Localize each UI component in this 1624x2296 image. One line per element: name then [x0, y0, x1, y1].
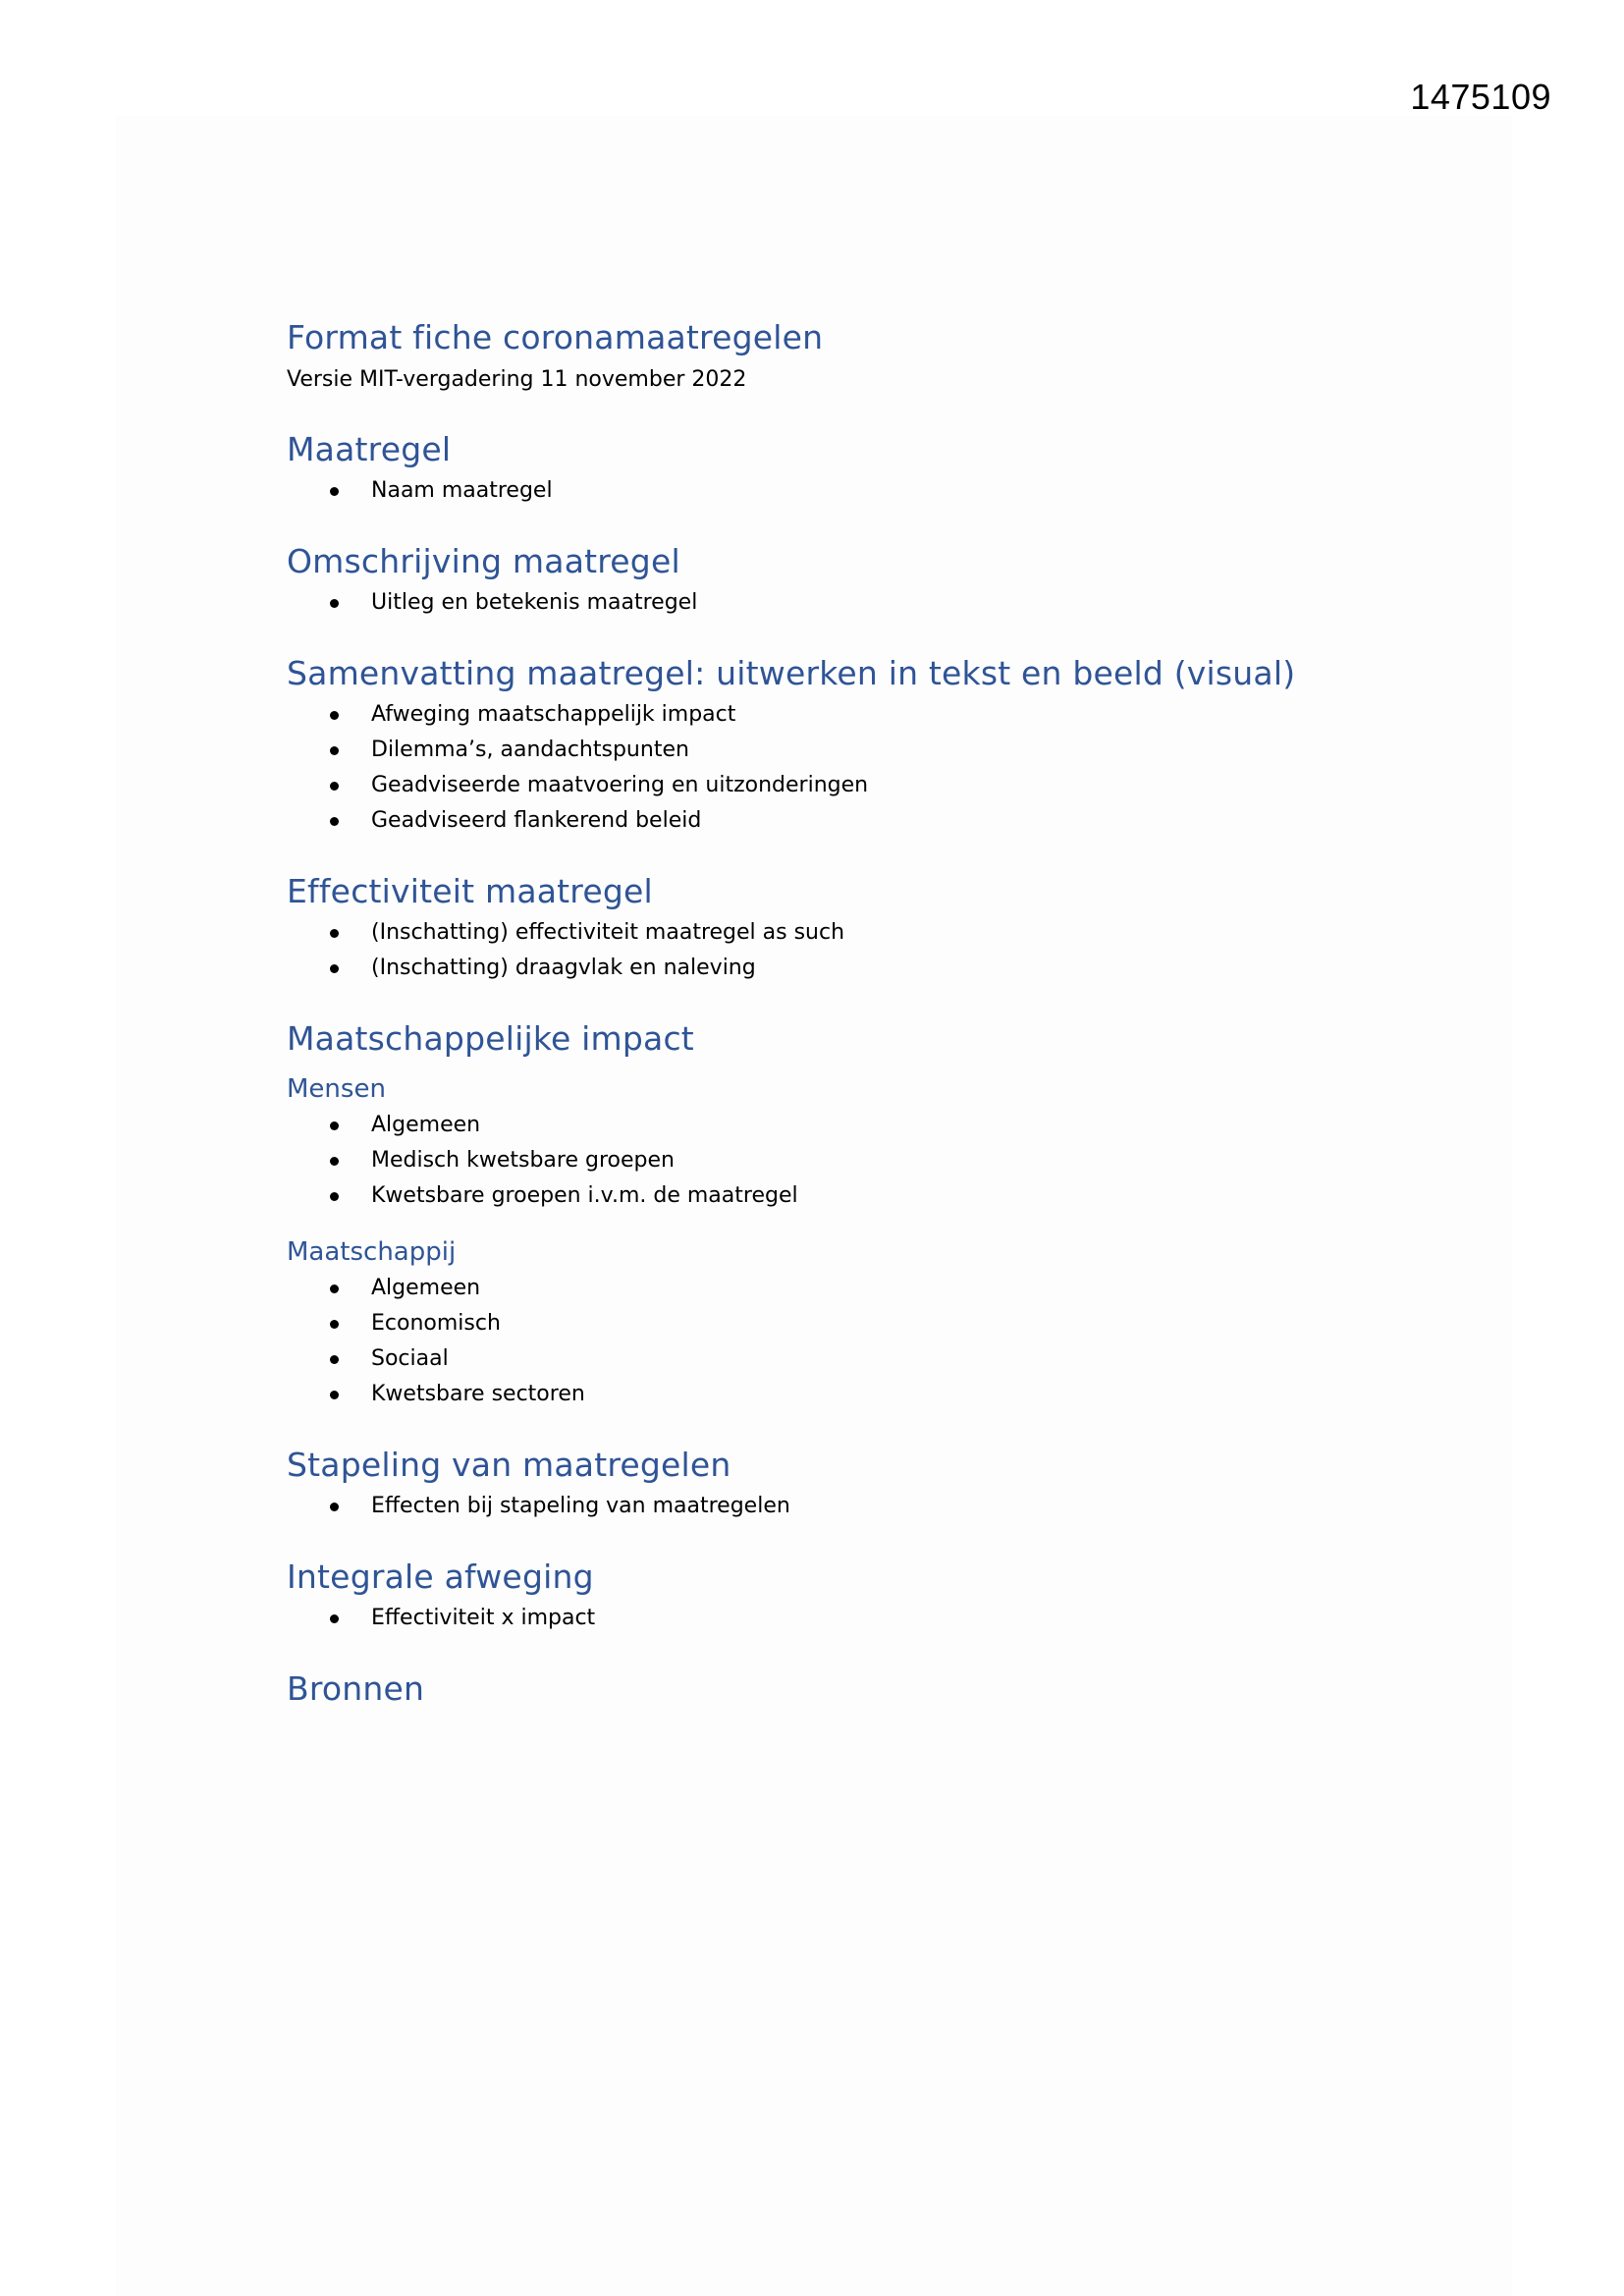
heading-integrale: Integrale afweging: [287, 1558, 594, 1596]
document-number: 1475109: [1410, 77, 1551, 117]
list-item-text: Sociaal: [371, 1346, 449, 1371]
list-stapeling: [287, 1489, 1465, 1524]
list-item-text: Economisch: [371, 1311, 501, 1336]
heading-bronnen: Bronnen: [287, 1669, 425, 1708]
heading-omschrijving: Omschrijving maatregel: [287, 542, 680, 580]
heading-samenvatting: Samenvatting maatregel: uitwerken in tekst en beeld (visual): [287, 654, 1296, 692]
bullet-icon: [330, 1320, 339, 1329]
list-item-text: Uitleg en betekenis maatregel: [371, 590, 698, 615]
list-item: [287, 803, 1465, 839]
list-effectiviteit: [287, 915, 1465, 986]
list-item: [287, 733, 1465, 768]
list-item: [287, 1306, 1465, 1341]
list-item-text: Dilemma’s, aandachtspunten: [371, 738, 689, 762]
list-item: [287, 1601, 1465, 1636]
bullet-icon: [330, 487, 339, 496]
list-item-text: Afweging maatschappelijk impact: [371, 702, 736, 727]
list-item-text: Geadviseerde maatvoering en uitzonderingen: [371, 773, 869, 797]
list-item-text: Geadviseerd flankerend beleid: [371, 808, 702, 833]
bullet-icon: [330, 599, 339, 608]
subheading-maatschappij: Maatschappij: [287, 1237, 457, 1267]
list-item-text: (Inschatting) draagvlak en naleving: [371, 956, 756, 980]
bullet-icon: [330, 1355, 339, 1364]
list-integrale: [287, 1601, 1465, 1636]
list-omschrijving: [287, 585, 1465, 621]
bullet-icon: [330, 746, 339, 755]
list-item: [287, 697, 1465, 733]
list-item-text: Algemeen: [371, 1113, 481, 1137]
bullet-icon: [330, 817, 339, 826]
list-item-text: Kwetsbare groepen i.v.m. de maatregel: [371, 1183, 798, 1208]
list-samenvatting: [287, 697, 1465, 839]
list-item-text: Medisch kwetsbare groepen: [371, 1148, 675, 1173]
list-item: [287, 1377, 1465, 1412]
bullet-icon: [330, 964, 339, 973]
list-item: [287, 1178, 1465, 1214]
heading-effectiviteit: Effectiviteit maatregel: [287, 872, 653, 910]
list-item: [287, 1108, 1465, 1143]
list-item: [287, 951, 1465, 986]
bullet-icon: [330, 1391, 339, 1399]
bullet-icon: [330, 1157, 339, 1166]
list-item: [287, 1271, 1465, 1306]
heading-impact: Maatschappelijke impact: [287, 1019, 694, 1058]
list-item-text: Kwetsbare sectoren: [371, 1382, 585, 1406]
document-body: [287, 312, 1465, 1713]
document-subtitle: Versie MIT-vergadering 11 november 2022: [287, 367, 747, 392]
bullet-icon: [330, 929, 339, 938]
list-item-text: (Inschatting) effectiviteit maatregel as such: [371, 920, 845, 945]
bullet-icon: [330, 1192, 339, 1201]
subheading-mensen: Mensen: [287, 1074, 386, 1104]
list-mensen: [287, 1108, 1465, 1214]
list-item: [287, 585, 1465, 621]
list-item-text: Naam maatregel: [371, 478, 553, 503]
list-item: [287, 915, 1465, 951]
document-title: Format fiche coronamaatregelen: [287, 318, 824, 356]
heading-stapeling: Stapeling van maatregelen: [287, 1446, 731, 1484]
list-item: [287, 1143, 1465, 1178]
list-item: [287, 473, 1465, 509]
bullet-icon: [330, 782, 339, 791]
bullet-icon: [330, 1121, 339, 1130]
bullet-icon: [330, 1503, 339, 1511]
bullet-icon: [330, 1614, 339, 1623]
list-item-text: Algemeen: [371, 1276, 481, 1300]
list-item-text: Effectiviteit x impact: [371, 1606, 596, 1630]
list-item: [287, 1489, 1465, 1524]
list-item: [287, 768, 1465, 803]
list-maatschappij: [287, 1271, 1465, 1412]
list-item-text: Effecten bij stapeling van maatregelen: [371, 1494, 790, 1518]
bullet-icon: [330, 711, 339, 720]
bullet-icon: [330, 1285, 339, 1293]
list-item: [287, 1341, 1465, 1377]
list-maatregel: [287, 473, 1465, 509]
heading-maatregel: Maatregel: [287, 430, 452, 468]
